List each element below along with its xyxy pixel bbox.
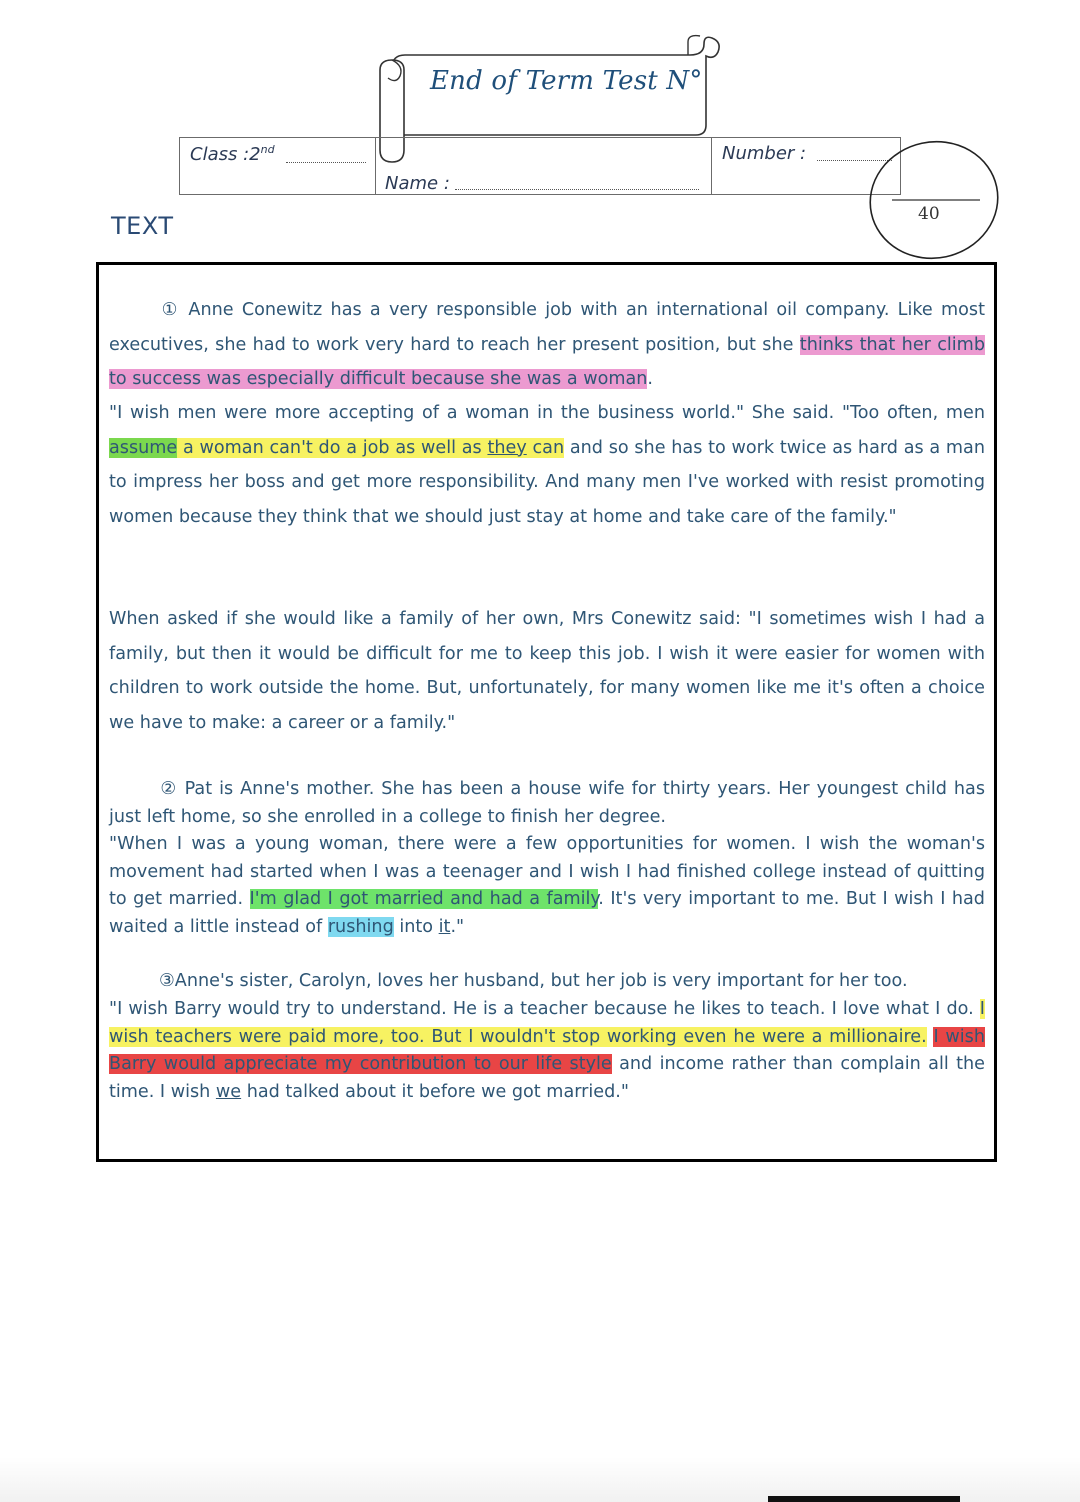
highlight-green: I'm glad I got married and had a family	[249, 889, 599, 910]
underlined-word: we	[215, 1081, 242, 1102]
highlight-red: I wish Barry would appreciate my contribution to our life style	[109, 1026, 985, 1075]
paragraph-7: "I wish Barry would try to understand. He is a teacher because he likes to teach. I love what I do. I wish teachers were paid more, too. But I wouldn't stop working even he were a millionaire. I wish Barry would appreciate my contribution to our life style and income rather than complain all the time. I wish we had talked about it before we got married."	[109, 999, 985, 1102]
name-box	[375, 137, 712, 195]
paragraph-5: "When I was a young woman, there were a few opportunities for women. I wish the woman's movement had started when I was a teenager and I wish I had finished college instead of quitting to get married. I'm glad I got married and had a family. It's very important to me. But I wish I had waited a little instead of rushing into it."	[109, 834, 985, 937]
mark-total: 40	[918, 204, 940, 224]
number-label: Number :	[722, 143, 807, 164]
paragraph-1: ① Anne Conewitz has a very responsible job with an international oil company. Like most executives, she had to work very hard to reach her present position, but she thinks that her climb to success was especially difficult because she was a woman.	[109, 300, 985, 389]
paragraph-number: ①	[159, 300, 181, 320]
paragraph-6: ③Anne's sister, Carolyn, loves her husband, but her job is very important for her too.	[159, 971, 908, 991]
highlight-yellow: I wish teachers were paid more, too. But I wouldn't stop working even he were a millionaire.	[109, 999, 985, 1047]
section-heading: TEXT	[111, 212, 174, 240]
name-label: Name :	[385, 173, 450, 194]
name-blank[interactable]	[455, 189, 699, 190]
paragraph-2: "I wish men were more accepting of a woman in the business world." She said. "Too often, men assume a woman can't do a job as well as they can and so she has to work twice as hard as a man to impress her boss and get more responsibility. And many men I've worked with resist promoting women because they think that we should just stay at home and take care of the family."	[109, 403, 985, 527]
mark-oval-icon	[868, 138, 1000, 262]
underlined-word: it	[438, 916, 451, 937]
paragraph-number: ③	[159, 971, 175, 991]
highlight-pink: thinks that her climb to success was especially difficult because she was a woman	[109, 334, 985, 389]
underlined-word: they	[487, 437, 527, 458]
paragraph-number: ②	[159, 779, 178, 799]
page-title: End of Term Test N°	[430, 66, 703, 96]
highlight-green-word: assume	[109, 437, 178, 458]
paragraph-4: ② Pat is Anne's mother. She has been a house wife for thirty years. Her youngest child has just left home, so she enrolled in a college to finish her degree.	[109, 779, 985, 827]
class-box	[179, 137, 376, 195]
paragraph-3: When asked if she would like a family of her own, Mrs Conewitz said: "I sometimes wish I had a family, but then it would be difficult for me to keep this job. I wish it were easier for women with children to work outside the home. But, unfortunately, for many women like me it's often a choice we have to make: a career or a family."	[109, 609, 985, 733]
class-label: Class :2nd	[190, 143, 275, 165]
class-blank[interactable]	[286, 162, 366, 163]
bottom-edge-bar	[768, 1496, 960, 1502]
highlight-yellow: a woman can't do a job as well as they can	[177, 437, 565, 458]
highlight-blue: rushing	[327, 916, 394, 937]
